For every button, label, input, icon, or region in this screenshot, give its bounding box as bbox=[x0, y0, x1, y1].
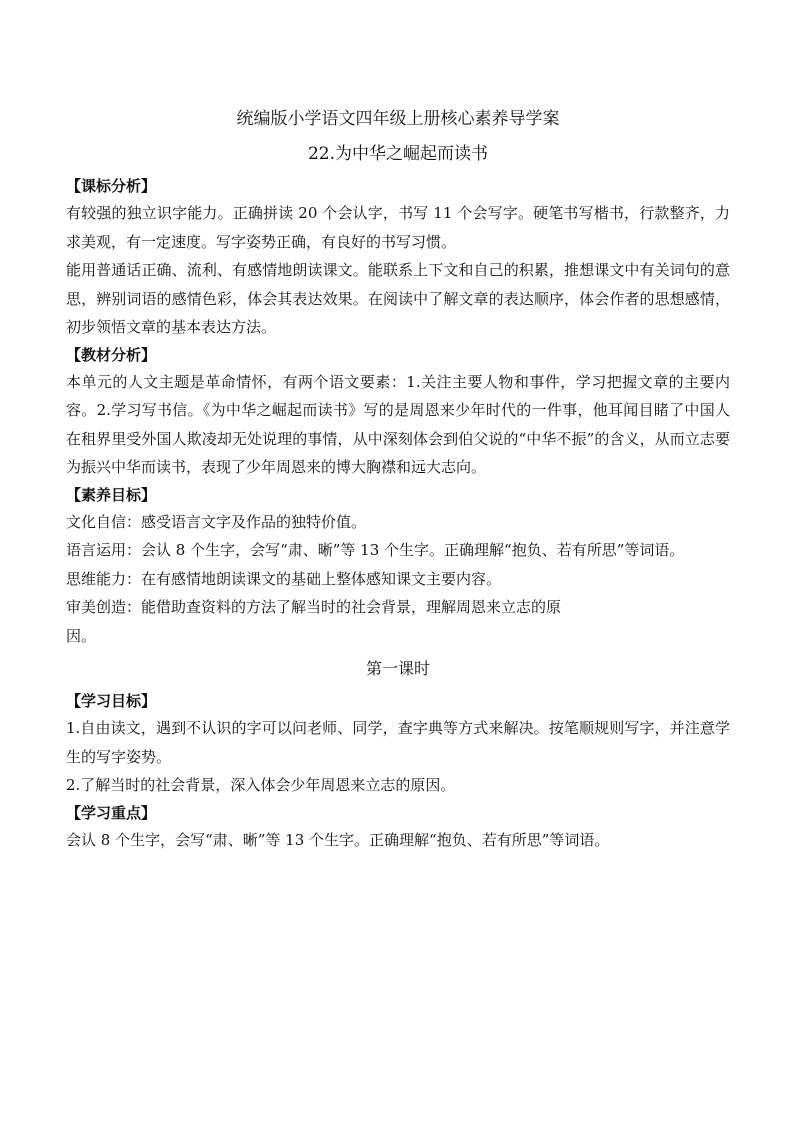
paragraph: 本单元的人文主题是革命情怀，有两个语文要素：1.关注主要人物和事件，学习把握文章的主要内容。2.学习写书信。《为中华之崛起而读书》写的是周恩来少年时代的一件事，他耳闻目睹了中国人在租界里受外国人欺凌却无处说理的事情，从中深刻体会到伯父说的“中华不振”的含义，从而立志要为振兴中华而读书，表现了少年周恩来的博大胸襟和远大志向。 bbox=[66, 372, 730, 476]
paragraph: 思维能力：在有感情地朗读课文的基础上整体感知课文主要内容。 bbox=[66, 569, 502, 588]
paragraph: 文化自信：感受语言文字及作品的独特价值。 bbox=[66, 512, 367, 531]
paragraph: 1.自由读文，遇到不认识的字可以问老师、同学，查字典等方式来解决。按笔顺规则写字，并注意学生的写字姿势。 bbox=[66, 719, 730, 766]
paragraph: 因。 bbox=[66, 626, 97, 645]
section-heading-learning-goals: 【学习目标】 bbox=[66, 692, 157, 710]
lesson-period-title: 第一课时 bbox=[365, 659, 430, 678]
lesson-subtitle: 22.为中华之崛起而读书 bbox=[307, 144, 489, 164]
paragraph: 能用普通话正确、流利、有感情地朗读课文。能联系上下文和自己的积累，推想课文中有关词句的意思，辨别词语的感情色彩，体会其表达效果。在阅读中了解文章的表达顺序，体会作者的思想感情，初步领悟文章的基本表达方法。 bbox=[66, 261, 730, 336]
document-title: 统编版小学语文四年级上册核心素养导学案 bbox=[236, 109, 560, 129]
document-page bbox=[66, 96, 730, 854]
paragraph: 2.了解当时的社会背景，深入体会少年周恩来立志的原因。 bbox=[66, 776, 456, 794]
paragraph: 有较强的独立识字能力。正确拼读 20 个会认字，书写 11 个会写字。硬笔书写楷书，行款整齐，力求美观，有一定速度。写字姿势正确，有良好的书写习惯。 bbox=[66, 204, 730, 251]
section-heading-literacy-goals: 【素养目标】 bbox=[66, 485, 157, 504]
section-heading-key-points: 【学习重点】 bbox=[66, 803, 157, 822]
section-heading-curriculum-analysis: 【课标分析】 bbox=[66, 177, 157, 195]
paragraph: 语言运用：会认 8 个生字，会写“肃、晰”等 13 个生字。正确理解“抱负、若有所思”等词语。 bbox=[66, 541, 685, 559]
paragraph: 会认 8 个生字，会写“肃、晰”等 13 个生字。正确理解“抱负、若有所思”等词语。 bbox=[66, 830, 610, 849]
paragraph: 审美创造：能借助查资料的方法了解当时的社会背景，理解周恩来立志的原 bbox=[66, 598, 562, 616]
section-heading-textbook-analysis: 【教材分析】 bbox=[66, 345, 157, 364]
